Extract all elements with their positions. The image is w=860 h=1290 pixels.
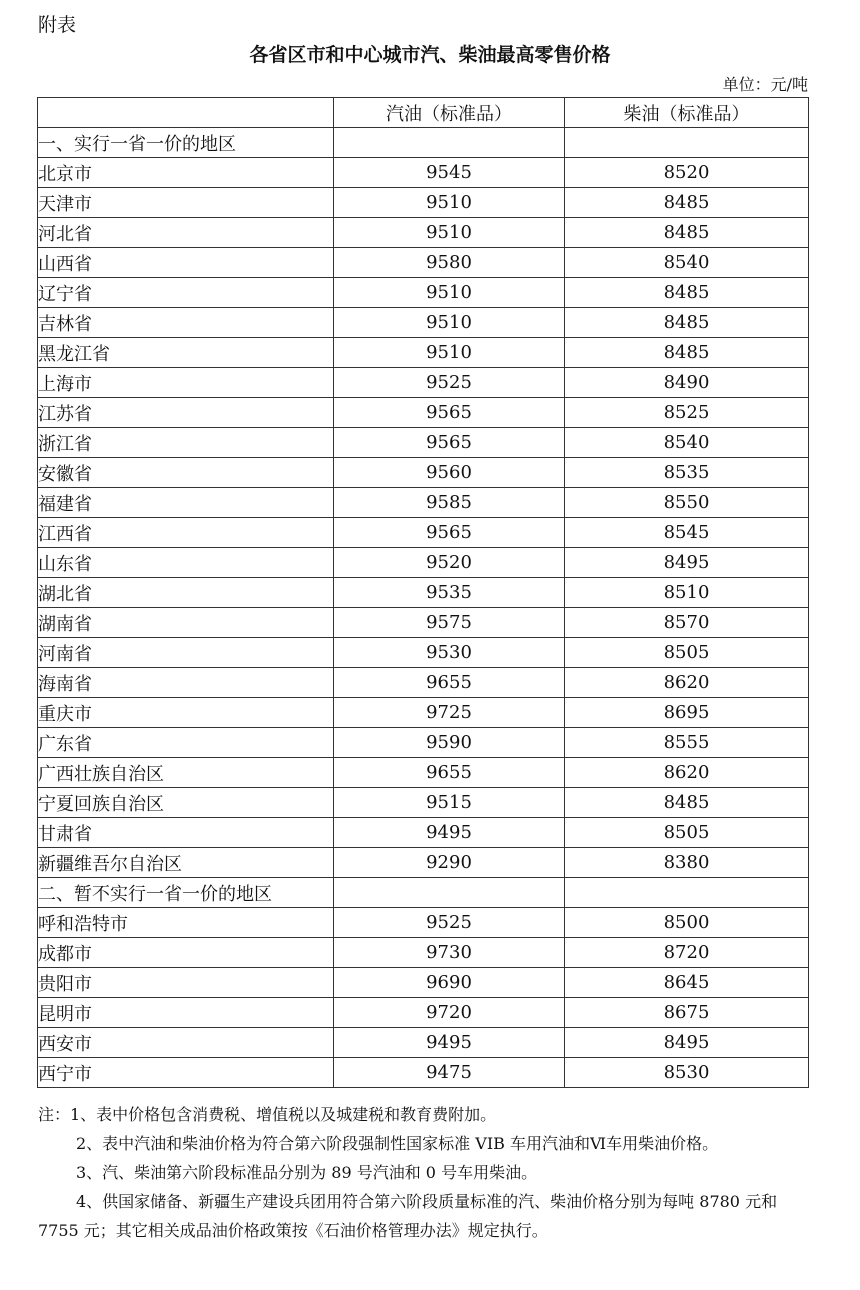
table-row bbox=[38, 1028, 809, 1058]
gasoline-price: 9565 bbox=[334, 428, 565, 458]
diesel-price: 8535 bbox=[565, 458, 809, 488]
gasoline-price: 9655 bbox=[334, 758, 565, 788]
table-row bbox=[38, 638, 809, 668]
region-name: 贵阳市 bbox=[38, 968, 334, 998]
diesel-price: 8620 bbox=[565, 758, 809, 788]
diesel-price: 8675 bbox=[565, 998, 809, 1028]
gasoline-price: 9495 bbox=[334, 818, 565, 848]
table-row bbox=[38, 608, 809, 638]
table-row bbox=[38, 158, 809, 188]
diesel-price: 8505 bbox=[565, 818, 809, 848]
region-name: 浙江省 bbox=[38, 428, 334, 458]
region-name: 成都市 bbox=[38, 938, 334, 968]
region-name: 重庆市 bbox=[38, 698, 334, 728]
section-title: 二、暂不实行一省一价的地区 bbox=[38, 878, 334, 908]
region-name: 广西壮族自治区 bbox=[38, 758, 334, 788]
gasoline-price: 9515 bbox=[334, 788, 565, 818]
diesel-price: 8380 bbox=[565, 848, 809, 878]
page-title: 各省区市和中心城市汽、柴油最高零售价格 bbox=[249, 44, 611, 66]
table-row bbox=[38, 518, 809, 548]
table-row bbox=[38, 848, 809, 878]
gasoline-price: 9720 bbox=[334, 998, 565, 1028]
region-name: 江西省 bbox=[38, 518, 334, 548]
gasoline-price: 9520 bbox=[334, 548, 565, 578]
diesel-price: 8720 bbox=[565, 938, 809, 968]
region-name: 昆明市 bbox=[38, 998, 334, 1028]
gasoline-price: 9655 bbox=[334, 668, 565, 698]
region-name: 黑龙江省 bbox=[38, 338, 334, 368]
diesel-price: 8495 bbox=[565, 1028, 809, 1058]
gasoline-price: 9590 bbox=[334, 728, 565, 758]
gasoline-price: 9725 bbox=[334, 698, 565, 728]
section-row bbox=[38, 128, 809, 158]
diesel-price: 8485 bbox=[565, 278, 809, 308]
empty-cell bbox=[334, 878, 565, 908]
region-name: 新疆维吾尔自治区 bbox=[38, 848, 334, 878]
diesel-price: 8525 bbox=[565, 398, 809, 428]
region-name: 北京市 bbox=[38, 158, 334, 188]
gasoline-price: 9475 bbox=[334, 1058, 565, 1088]
table-row bbox=[38, 308, 809, 338]
gasoline-price: 9495 bbox=[334, 1028, 565, 1058]
region-name: 上海市 bbox=[38, 368, 334, 398]
table-row bbox=[38, 758, 809, 788]
table-row bbox=[38, 218, 809, 248]
empty-cell bbox=[334, 128, 565, 158]
gasoline-price: 9690 bbox=[334, 968, 565, 998]
page-label: 附表 bbox=[38, 14, 77, 36]
table-row bbox=[38, 548, 809, 578]
table-row bbox=[38, 458, 809, 488]
empty-cell bbox=[565, 128, 809, 158]
empty-cell bbox=[565, 878, 809, 908]
gasoline-price: 9730 bbox=[334, 938, 565, 968]
table-row bbox=[38, 278, 809, 308]
gasoline-price: 9585 bbox=[334, 488, 565, 518]
table-row bbox=[38, 998, 809, 1028]
diesel-price: 8550 bbox=[565, 488, 809, 518]
diesel-price: 8520 bbox=[565, 158, 809, 188]
diesel-price: 8510 bbox=[565, 578, 809, 608]
diesel-price: 8485 bbox=[565, 338, 809, 368]
diesel-price: 8500 bbox=[565, 908, 809, 938]
note-1: 注：1、表中价格包含消费税、增值税以及城建税和教育费附加。 bbox=[38, 1105, 497, 1124]
diesel-price: 8540 bbox=[565, 248, 809, 278]
diesel-price: 8645 bbox=[565, 968, 809, 998]
table-row bbox=[38, 1058, 809, 1088]
region-name: 天津市 bbox=[38, 188, 334, 218]
region-name: 吉林省 bbox=[38, 308, 334, 338]
table-row bbox=[38, 938, 809, 968]
table-row bbox=[38, 188, 809, 218]
region-name: 山东省 bbox=[38, 548, 334, 578]
region-name: 湖北省 bbox=[38, 578, 334, 608]
region-name: 辽宁省 bbox=[38, 278, 334, 308]
gasoline-price: 9510 bbox=[334, 188, 565, 218]
table-row bbox=[38, 338, 809, 368]
table-row bbox=[38, 428, 809, 458]
region-name: 山西省 bbox=[38, 248, 334, 278]
table-row bbox=[38, 728, 809, 758]
diesel-price: 8485 bbox=[565, 188, 809, 218]
diesel-price: 8495 bbox=[565, 548, 809, 578]
note-3: 3、汽、柴油第六阶段标准品分别为 89 号汽油和 0 号车用柴油。 bbox=[76, 1163, 538, 1182]
header-region bbox=[38, 98, 334, 128]
region-name: 甘肃省 bbox=[38, 818, 334, 848]
table-row bbox=[38, 788, 809, 818]
section-row bbox=[38, 878, 809, 908]
table-row bbox=[38, 698, 809, 728]
note-2: 2、表中汽油和柴油价格为符合第六阶段强制性国家标准 VIB 车用汽油和Ⅵ车用柴油价格。 bbox=[76, 1134, 719, 1153]
region-name: 河南省 bbox=[38, 638, 334, 668]
table-row bbox=[38, 908, 809, 938]
note-4: 4、供国家储备、新疆生产建设兵团用符合第六阶段质量标准的汽、柴油价格分别为每吨 8780 元和 7755 元；其它相关成品油价格政策按《石油价格管理办法》规定执行。 bbox=[38, 1192, 778, 1240]
diesel-price: 8505 bbox=[565, 638, 809, 668]
gasoline-price: 9510 bbox=[334, 338, 565, 368]
gasoline-price: 9560 bbox=[334, 458, 565, 488]
gasoline-price: 9510 bbox=[334, 218, 565, 248]
gasoline-price: 9510 bbox=[334, 308, 565, 338]
gasoline-price: 9510 bbox=[334, 278, 565, 308]
region-name: 河北省 bbox=[38, 218, 334, 248]
diesel-price: 8620 bbox=[565, 668, 809, 698]
table-row bbox=[38, 368, 809, 398]
diesel-price: 8570 bbox=[565, 608, 809, 638]
table-header-row bbox=[38, 98, 809, 128]
diesel-price: 8485 bbox=[565, 788, 809, 818]
diesel-price: 8555 bbox=[565, 728, 809, 758]
gasoline-price: 9565 bbox=[334, 518, 565, 548]
gasoline-price: 9575 bbox=[334, 608, 565, 638]
table-row bbox=[38, 488, 809, 518]
table-row bbox=[38, 668, 809, 698]
gasoline-price: 9580 bbox=[334, 248, 565, 278]
diesel-price: 8695 bbox=[565, 698, 809, 728]
header-gasoline: 汽油（标准品） bbox=[334, 98, 565, 128]
diesel-price: 8545 bbox=[565, 518, 809, 548]
region-name: 呼和浩特市 bbox=[38, 908, 334, 938]
gasoline-price: 9290 bbox=[334, 848, 565, 878]
diesel-price: 8485 bbox=[565, 218, 809, 248]
gasoline-price: 9545 bbox=[334, 158, 565, 188]
gasoline-price: 9525 bbox=[334, 908, 565, 938]
table-row bbox=[38, 398, 809, 428]
table-row bbox=[38, 578, 809, 608]
region-name: 安徽省 bbox=[38, 458, 334, 488]
region-name: 湖南省 bbox=[38, 608, 334, 638]
region-name: 江苏省 bbox=[38, 398, 334, 428]
notes bbox=[38, 1100, 818, 1245]
gasoline-price: 9525 bbox=[334, 368, 565, 398]
price-table bbox=[37, 97, 809, 1088]
gasoline-price: 9530 bbox=[334, 638, 565, 668]
region-name: 广东省 bbox=[38, 728, 334, 758]
gasoline-price: 9535 bbox=[334, 578, 565, 608]
diesel-price: 8530 bbox=[565, 1058, 809, 1088]
unit-label: 单位：元/吨 bbox=[722, 75, 808, 94]
region-name: 宁夏回族自治区 bbox=[38, 788, 334, 818]
region-name: 西宁市 bbox=[38, 1058, 334, 1088]
region-name: 海南省 bbox=[38, 668, 334, 698]
region-name: 西安市 bbox=[38, 1028, 334, 1058]
diesel-price: 8540 bbox=[565, 428, 809, 458]
table-body bbox=[38, 128, 809, 1088]
table-row bbox=[38, 248, 809, 278]
diesel-price: 8485 bbox=[565, 308, 809, 338]
diesel-price: 8490 bbox=[565, 368, 809, 398]
gasoline-price: 9565 bbox=[334, 398, 565, 428]
table-row bbox=[38, 968, 809, 998]
section-title: 一、实行一省一价的地区 bbox=[38, 128, 334, 158]
region-name: 福建省 bbox=[38, 488, 334, 518]
table-row bbox=[38, 818, 809, 848]
header-diesel: 柴油（标准品） bbox=[565, 98, 809, 128]
